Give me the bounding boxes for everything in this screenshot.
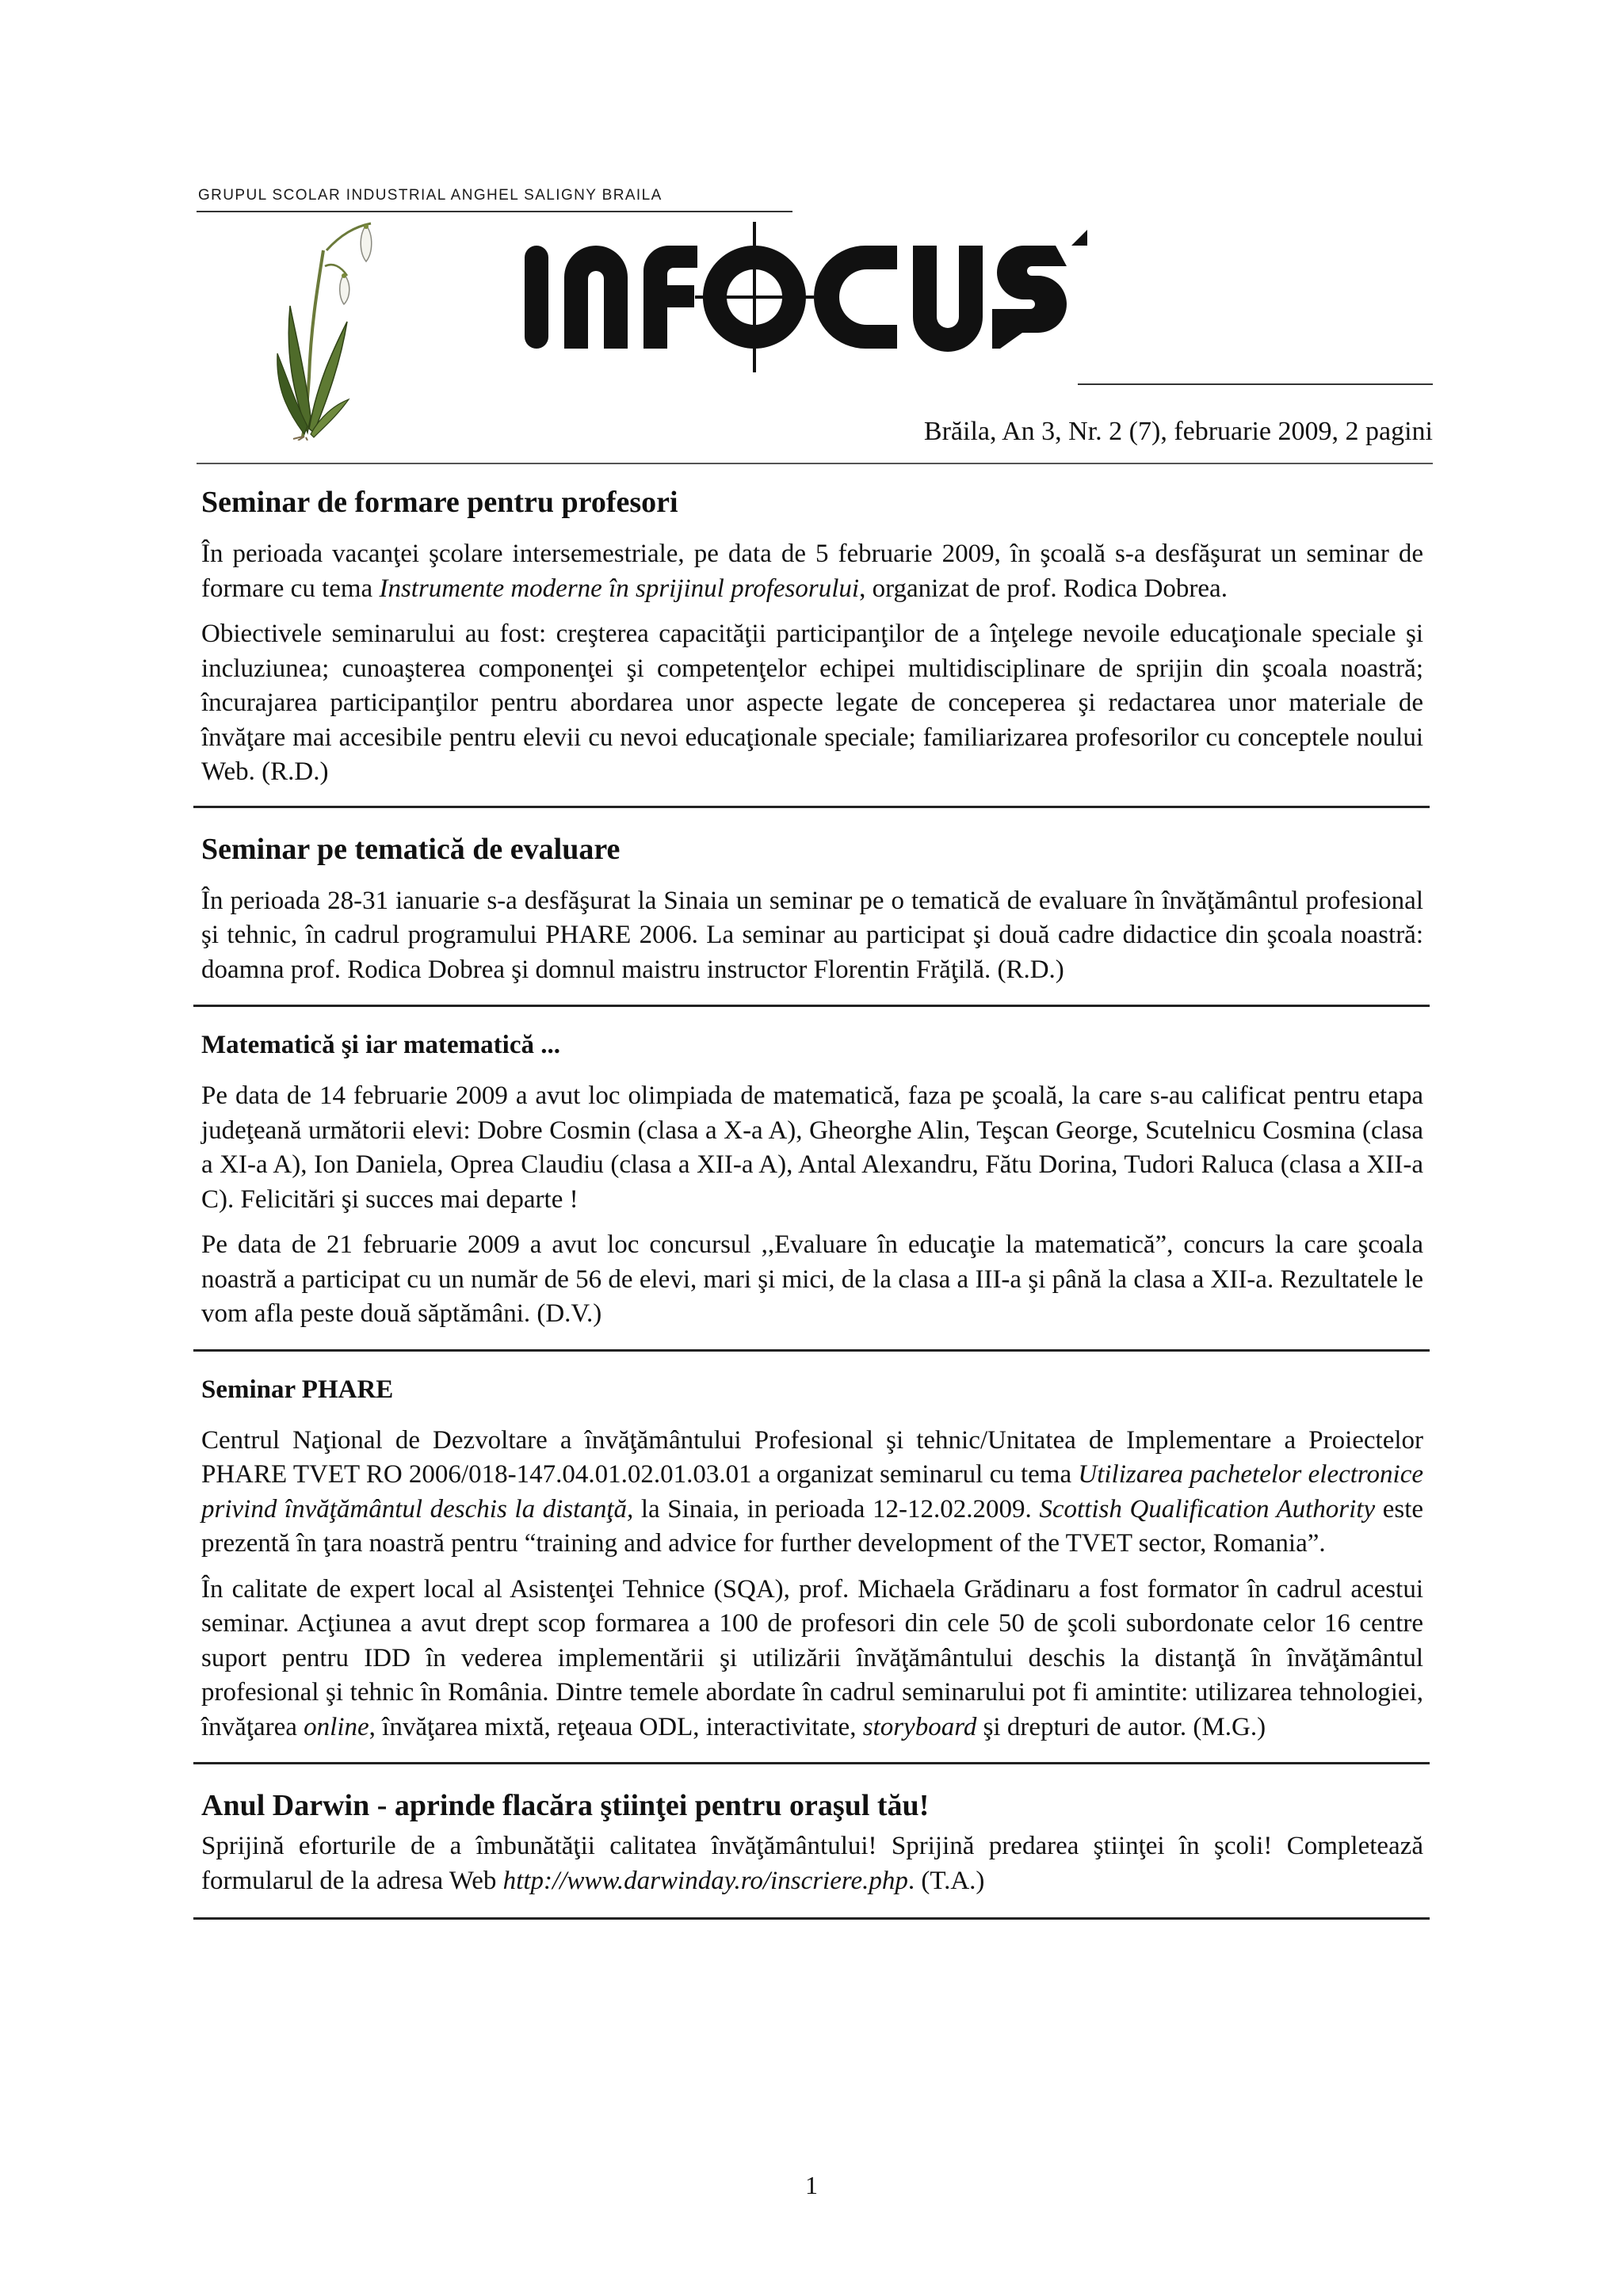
article-paragraph: Obiectivele seminarului au fost: creşterea capacităţii participanţilor de a înţelege nevoile educaţionale speciale şi incluziunea; cunoaşterea componenţei şi competenţelor echipei multidisciplinare de sprijin din şcoala noastră; încurajarea participanţilor pentru abordarea unor aspecte legate de conceperea şi redactarea unor materiale de învăţare mai accesibile pentru elevii cu nevoi educaţionale speciale; familiarizarea profesorilor cu conceptele noului Web. (R.D.) — [201, 620, 1423, 786]
masthead-top-rule — [197, 211, 792, 212]
article-separator — [193, 1005, 1430, 1007]
article-paragraph: Sprijină eforturile de a îmbunătăţii calitatea învăţământului! Sprijină predarea ştiinţei în şcoli! Completează formularul de la adresa Web http://www.darwinday.ro/inscriere.php. (T.A.) — [201, 1832, 1423, 1895]
article-separator — [193, 806, 1430, 808]
crosshair-target-icon — [695, 222, 814, 372]
article-seminar-evaluare — [201, 832, 1423, 988]
article-separator — [193, 1349, 1430, 1352]
article-title: Anul Darwin - aprinde flacăra ştiinţei pentru oraşul tău! — [201, 1789, 930, 1822]
article-matematica — [201, 1031, 1423, 1332]
dateline-rule — [197, 463, 1433, 464]
article-title: Matematică şi iar matematică ... — [201, 1031, 560, 1059]
article-title: Seminar PHARE — [201, 1375, 394, 1404]
article-seminar-formare — [201, 485, 1423, 790]
snowdrop-flower-illustration — [262, 219, 396, 441]
article-anul-darwin — [201, 1788, 1423, 1898]
infocus-logo — [517, 214, 1119, 372]
article-paragraph: În calitate de expert local al Asistenţei Tehnice (SQA), prof. Michaela Grădinaru a fost formator în cadrul acestui seminar. Acţiunea a avut drept scop formarea a 100 de profesori din cele 50 de şcoli subordonate celor 16 centre suport pentru IDD în vederea implementării şi utilizării învăţământului deschis la distanţă în învăţământul profesional şi tehnic în România. Dintre temele abordate în cadrul seminarului pot fi amintite: utilizarea tehnologiei, învăţarea online, învăţarea mixtă, reţeaua ODL, interactivitate, storyboard şi drepturi de autor. (M.G.) — [201, 1574, 1423, 1741]
article-paragraph: Pe data de 21 februarie 2009 a avut loc concursul ,,Evaluare în educaţie la matematică”, concurs la care şcoala noastră a participat cu un număr de 56 de elevi, mari şi mici, de la clasa a III-a şi până la clasa a XII-a. Rezultatele le vom afla peste două săptămâni. (D.V.) — [201, 1230, 1423, 1328]
article-title: Seminar pe tematică de evaluare — [201, 832, 621, 866]
article-paragraph: În perioada vacanţei şcolare intersemestriale, pe data de 5 februarie 2009, în şcoală s-a desfăşurat un seminar de formare cu tema Instrumente moderne în sprijinul profesorului, organizat de prof. Rodica Dobrea. — [201, 540, 1423, 603]
darwinday-link[interactable]: http://www.darwinday.ro/inscriere.php — [502, 1866, 908, 1895]
article-paragraph: Pe data de 14 februarie 2009 a avut loc olimpiada de matematică, faza pe şcoală, la care s-au calificat pentru etapa judeţeană următorii elevi: Dobre Cosmin (clasa a X-a A), Gheorghe Alin, Teşcan George, Scutelnicu Cosmina (clasa a XI-a A), Ion Daniela, Oprea Claudiu (clasa a XII-a A), Antal Alexandru, Fătu Dorina, Tudori Raluca (clasa a XII-a C). Felicitări şi succes mai departe ! — [201, 1081, 1423, 1214]
article-separator — [193, 1917, 1430, 1920]
article-title: Seminar de formare pentru profesori — [201, 486, 678, 519]
issue-dateline: Brăila, An 3, Nr. 2 (7), februarie 2009, 2 pagini — [923, 417, 1433, 446]
article-seminar-phare — [201, 1375, 1423, 1745]
article-paragraph: Centrul Naţional de Dezvoltare a învăţământului Profesional şi tehnic/Unitatea de Implementare a Proiectelor PHARE TVET RO 2006/018-147.04.01.02.01.03.01 a organizat seminarul cu tema Utilizarea pachetelor electronice privind învăţământul deschis la distanţă, la Sinaia, in perioada 12-12.02.2009. Scottish Qualification Authority este prezentă în ţara noastră pentru “training and advice for further development of the TVET sector, Romania”. — [201, 1425, 1424, 1558]
school-name: GRUPUL SCOLAR INDUSTRIAL ANGHEL SALIGNY BRAILA — [198, 187, 663, 204]
article-separator — [193, 1762, 1430, 1764]
masthead-mid-rule — [1078, 383, 1433, 385]
articles-column — [201, 475, 1423, 1920]
page-number: 1 — [805, 2171, 818, 2199]
article-paragraph: În perioada 28-31 ianuarie s-a desfăşurat la Sinaia un seminar pe o tematică de evaluare în învăţământul profesional şi tehnic, în cadrul programului PHARE 2006. La seminar au participat şi două cadre didactice din şcoala noastră: doamna prof. Rodica Dobrea şi domnul maistru instructor Florentin Frăţilă. (R.D.) — [201, 886, 1423, 984]
